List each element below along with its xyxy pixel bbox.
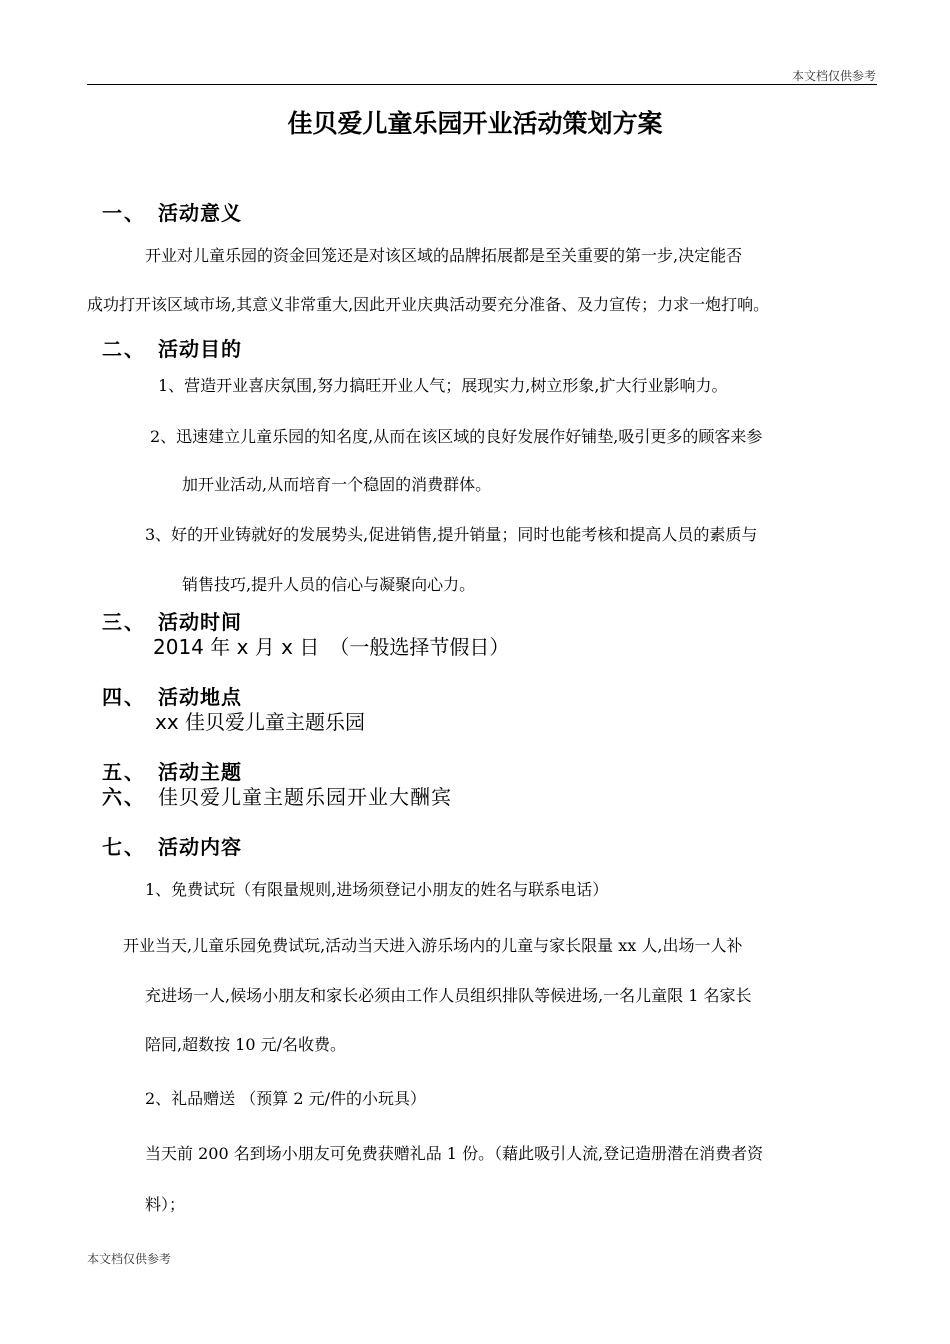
section-7-title: 活动内容 [158,835,242,859]
section-1-title: 活动意义 [158,201,242,225]
section-4-number: 四、 [102,685,146,709]
section-7-item-2-para-1: 当天前 200 名到场小朋友可免费获赠礼品 1 份。（藉此吸引人流,登记造册潜在消费者资 [145,1144,764,1163]
section-7-item-1-para-3: 陪同,超数按 10 元/名收费。 [145,1035,347,1054]
section-2-item-2: 2、迅速建立儿童乐园的知名度,从而在该区域的良好发展作好铺垫,吸引更多的顾客来参 [150,427,763,446]
section-2-item-3: 3、好的开业铸就好的发展势头,促进销售,提升销量；同时也能考核和提高人员的素质与 [145,525,758,544]
section-5-title: 活动主题 [158,760,242,784]
section-6-title: 佳贝爱儿童主题乐园开业大酬宾 [158,785,452,809]
section-3-number: 三、 [102,610,146,634]
section-1-line-1: 开业对儿童乐园的资金回笼还是对该区域的品牌拓展都是至关重要的第一步,决定能否 [145,246,743,265]
section-2-item-2-cont: 加开业活动,从而培育一个稳固的消费群体。 [182,475,492,494]
section-1-line-2: 成功打开该区域市场,其意义非常重大,因此开业庆典活动要充分准备、及力宣传；力求一炮打响。 [87,295,770,314]
section-1-number: 一、 [102,201,146,225]
section-7-number: 七、 [102,835,146,859]
section-2-title: 活动目的 [158,337,242,361]
section-7-item-1: 1、免费试玩（有限量规则,进场须登记小朋友的姓名与联系电话） [145,880,609,899]
activity-time-value: 2014 年 x 月 x 日 （一般选择节假日） [153,635,510,659]
section-4-title: 活动地点 [158,685,242,709]
section-2-item-1: 1、营造开业喜庆氛围,努力搞旺开业人气；展现实力,树立形象,扩大行业影响力。 [158,376,728,395]
section-2-number: 二、 [102,337,146,361]
section-7-item-1-para-2: 充进场一人,候场小朋友和家长必须由工作人员组织排队等候进场,一名儿童限 1 名家长 [145,986,752,1005]
section-7-item-2: 2、礼品赠送 （预算 2 元/件的小玩具） [145,1089,427,1108]
section-2-item-3-cont: 销售技巧,提升人员的信心与凝聚向心力。 [182,575,476,594]
section-5-number: 五、 [102,760,146,784]
header-rule [87,84,877,85]
footer-note: 本文档仅供参考 [87,1252,172,1266]
section-6-number: 六、 [102,785,146,809]
section-7-item-2-para-2: 料）； [145,1195,186,1214]
document-title: 佳贝爱儿童乐园开业活动策划方案 [287,109,663,138]
header-note: 本文档仅供参考 [791,69,876,83]
section-3-title: 活动时间 [158,610,242,634]
activity-location-value: xx 佳贝爱儿童主题乐园 [155,710,366,734]
section-7-item-1-para-1: 开业当天,儿童乐园免费试玩,活动当天进入游乐场内的儿童与家长限量 xx 人,出场一人补 [123,936,743,955]
